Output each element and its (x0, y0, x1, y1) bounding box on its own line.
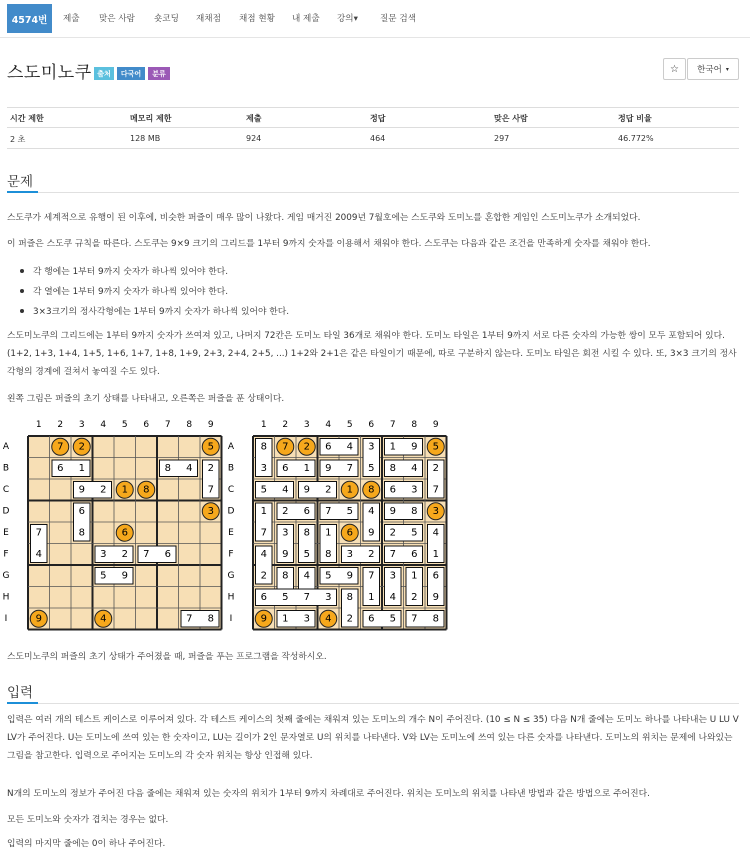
cell-digit: 6 (121, 527, 128, 539)
cell-digit: 1 (389, 441, 396, 453)
cell-digit: 6 (260, 591, 267, 603)
cell-digit: 7 (303, 591, 310, 603)
cell-digit: 9 (389, 505, 396, 517)
cell-digit: 9 (282, 548, 289, 560)
col-label: 2 (57, 420, 64, 430)
header-ratio: 정답 비율 (618, 114, 652, 123)
col-label: 6 (143, 420, 150, 430)
cell-digit: 5 (260, 484, 267, 496)
col-label: 3 (303, 420, 310, 430)
cell-digit: 2 (282, 505, 289, 517)
nav-status[interactable]: 채점 현황 (239, 14, 275, 24)
section-divider (7, 703, 739, 704)
problem-number-tab[interactable]: 4574번 (7, 4, 52, 33)
cell-digit: 9 (121, 570, 128, 582)
cell-digit: 9 (303, 484, 310, 496)
cell-digit: 3 (303, 613, 310, 625)
cell-digit: 7 (346, 462, 353, 474)
cell-digit: 4 (411, 462, 418, 474)
row-label: B (227, 463, 235, 474)
col-label: 8 (411, 420, 418, 430)
cell-digit: 4 (432, 527, 439, 539)
cell-digit: 3 (207, 505, 214, 517)
cell-digit: 7 (57, 441, 64, 453)
value-solvers: 297 (494, 134, 510, 143)
cell-digit: 7 (186, 613, 193, 625)
cell-digit: 7 (35, 527, 42, 539)
row-label: C (227, 484, 235, 495)
row-label: C (2, 484, 10, 495)
value-submissions: 924 (246, 134, 262, 143)
cell-digit: 1 (346, 484, 353, 496)
cell-digit: 8 (432, 613, 439, 625)
cell-digit: 4 (303, 570, 310, 582)
section-divider (7, 192, 739, 193)
cell-digit: 7 (282, 441, 289, 453)
language-dropdown[interactable] (687, 58, 739, 80)
badge-multilang[interactable]: 다국어 (117, 67, 145, 80)
row-label: E (3, 527, 9, 538)
cell-digit: 2 (303, 441, 310, 453)
cell-digit: 1 (121, 484, 128, 496)
cell-digit: 6 (368, 613, 375, 625)
badge-category[interactable]: 분류 (148, 67, 170, 80)
cell-digit: 7 (411, 613, 418, 625)
value-memory-limit: 128 MB (130, 134, 161, 143)
section-title-problem: 문제 (7, 174, 34, 190)
cell-digit: 3 (411, 484, 418, 496)
input-paragraph: N개의 도미노의 정보가 주어진 다음 줄에는 채워져 있는 숫자의 위치가 1부터 9까지 차례대로 주어진다. 위치는 도미노의 위치를 나타낸 방법과 같은 방법으로 주어진다. (7, 789, 650, 799)
nav-shortcoding[interactable]: 숏코딩 (154, 14, 179, 24)
input-paragraph: 모든 도미노와 숫자가 겹치는 경우는 없다. (7, 815, 169, 825)
cell-digit: 1 (368, 591, 375, 603)
cell-digit: 9 (346, 570, 353, 582)
row-label: D (227, 506, 235, 517)
col-label: 1 (35, 420, 42, 430)
row-label: I (229, 613, 233, 624)
cell-digit: 4 (346, 441, 353, 453)
cell-digit: 2 (432, 462, 439, 474)
nav-question-search[interactable]: 질문 검색 (380, 14, 416, 24)
section-title-input: 입력 (7, 685, 34, 701)
cell-digit: 8 (325, 548, 332, 560)
row-label: H (227, 592, 235, 603)
cell-digit: 3 (100, 548, 107, 560)
cell-digit: 9 (35, 613, 42, 625)
value-time-limit: 2 초 (10, 135, 26, 144)
col-label: 9 (207, 420, 214, 430)
list-item: 3×3크기의 정사각형에는 1부터 9까지 숫자가 하나씩 있어야 한다. (33, 307, 290, 317)
cell-digit: 5 (389, 613, 396, 625)
cell-digit: 9 (411, 441, 418, 453)
cell-digit: 4 (186, 462, 193, 474)
cell-digit: 1 (325, 527, 332, 539)
cell-digit: 6 (78, 505, 85, 517)
cell-digit: 7 (325, 505, 332, 517)
language-label: 한국어 (697, 65, 722, 75)
cell-digit: 3 (325, 591, 332, 603)
row-label: G (2, 570, 10, 581)
cell-digit: 7 (368, 570, 375, 582)
col-label: 5 (121, 420, 128, 430)
value-ratio: 46.772% (618, 134, 654, 143)
cell-digit: 6 (164, 548, 171, 560)
cell-digit: 6 (282, 462, 289, 474)
cell-digit: 4 (100, 613, 107, 625)
input-paragraph: 입력은 여러 개의 테스트 케이스로 이루어져 있다. 각 테스트 케이스의 첫째 줄에는 채워져 있는 도미노의 개수 N이 주어진다. (10 ≤ N ≤ 35) 다음 N개 줄에는 도미노 하나를 나타내는 U LU V LV가 주어진다. U는 도미노에 쓰여 있는 한 숫자이고, LU는 길이가 2인 문자열로 U의 위치를 나타낸다. V와 LV는 도미노에 쓰여 있는 다른 숫자를 나타낸다. 도미노의 위치는 문제에 나와있는 그림을 참고한다. 입력으로 주어지는 도미노의 각 숫자 위치는 항상 인접해 있다. (7, 715, 739, 761)
row-label: E (228, 527, 234, 538)
cell-digit: 7 (143, 548, 150, 560)
cell-digit: 1 (411, 570, 418, 582)
cell-digit: 4 (389, 591, 396, 603)
row-label: F (3, 549, 9, 560)
cell-digit: 5 (346, 505, 353, 517)
cell-digit: 2 (100, 484, 107, 496)
col-label: 3 (78, 420, 85, 430)
cell-digit: 7 (260, 527, 267, 539)
col-label: 1 (260, 420, 267, 430)
row-label: F (228, 549, 234, 560)
cell-digit: 2 (325, 484, 332, 496)
cell-digit: 3 (346, 548, 353, 560)
problem-paragraph: 스도미노쿠의 그리드에는 1부터 9까지 숫자가 쓰여져 있고, 나머지 72칸은 도미노 타일 36개로 채워야 한다. 도미노 타일은 1부터 9까지 서로 다른 숫자의 가능한 쌍이 모두 포함되어 있다. (1+2, 1+3, 1+4, 1+5, 1+6, 1+7, 1+8, 1+9, 2+3, 2+4, 2+5, ...) 1+2와 2+1은 같은 타일이기 때문에, 따로 구분하지 않는다. 도미노 타일은 회전 시킬 수 있다. 또, 3×3 크기의 정사각형의 경계에 걸쳐서 놓여질 수도 있다. (7, 331, 737, 377)
problem-paragraph: 스도쿠가 세계적으로 유행이 된 이후에, 비슷한 퍼즐이 매우 많이 나왔다. 게임 매거진 2009년 7월호에는 스도쿠와 도미노를 혼합한 게임인 스도미노쿠가 소개되었다. (7, 213, 641, 223)
cell-digit: 2 (346, 613, 353, 625)
cell-digit: 5 (100, 570, 107, 582)
cell-digit: 1 (260, 505, 267, 517)
cell-digit: 9 (432, 591, 439, 603)
cell-digit: 3 (282, 527, 289, 539)
col-label: 6 (368, 420, 375, 430)
problem-paragraph: 스도미노쿠의 퍼즐의 초기 상태가 주어졌을 때, 퍼즐을 푸는 프로그램을 작성하시오. (7, 652, 327, 662)
cell-digit: 1 (303, 462, 310, 474)
row-label: G (227, 570, 235, 581)
cell-digit: 6 (325, 441, 332, 453)
cell-digit: 7 (207, 484, 214, 496)
problem-paragraph: 이 퍼즐은 스도쿠 규칙을 따른다. 스도쿠는 9×9 크기의 그리드를 1부터 9까지 숫자를 이용해서 채워야 한다. 스도쿠는 다음과 같은 조건을 만족하게 숫자를 채워야 한다. (7, 239, 651, 249)
cell-digit: 6 (303, 505, 310, 517)
row-label: A (2, 441, 10, 452)
cell-digit: 7 (389, 548, 396, 560)
cell-digit: 8 (207, 613, 214, 625)
cell-digit: 8 (346, 591, 353, 603)
star-button[interactable] (663, 58, 686, 80)
cell-digit: 6 (57, 462, 64, 474)
cell-digit: 7 (432, 484, 439, 496)
value-accepted: 464 (370, 134, 386, 143)
col-label: 7 (164, 420, 171, 430)
row-label: A (227, 441, 235, 452)
cell-digit: 4 (282, 484, 289, 496)
cell-digit: 8 (411, 505, 418, 517)
cell-digit: 6 (411, 548, 418, 560)
cell-digit: 9 (325, 462, 332, 474)
badge-source[interactable]: 출처 (94, 67, 114, 80)
sudominoku-figure (0, 410, 460, 635)
cell-digit: 5 (303, 548, 310, 560)
list-item: 각 열에는 1부터 9까지 숫자가 하나씩 있어야 한다. (33, 287, 229, 297)
cell-digit: 2 (389, 527, 396, 539)
cell-digit: 8 (143, 484, 150, 496)
cell-digit: 2 (207, 462, 214, 474)
problem-paragraph: 왼쪽 그림은 퍼즐의 초기 상태를 나타내고, 오른쪽은 퍼즐을 푼 상태이다. (7, 394, 285, 404)
input-paragraph: 입력의 마지막 줄에는 0이 하나 주어진다. (7, 839, 166, 849)
header-accepted: 정답 (370, 114, 386, 123)
cell-digit: 8 (164, 462, 171, 474)
nav-submit[interactable]: 제출 (63, 14, 80, 24)
cell-digit: 6 (346, 527, 353, 539)
problem-header (0, 56, 750, 84)
header-memory-limit: 메모리 제한 (130, 114, 172, 123)
header-solvers: 맞은 사람 (494, 114, 528, 123)
col-label: 5 (346, 420, 353, 430)
cell-digit: 4 (368, 505, 375, 517)
cell-digit: 1 (432, 548, 439, 560)
page-title: 스도미노쿠 (7, 63, 92, 83)
cell-digit: 8 (78, 527, 85, 539)
cell-digit: 5 (325, 570, 332, 582)
cell-digit: 8 (389, 462, 396, 474)
top-navbar (0, 0, 750, 38)
cell-digit: 2 (411, 591, 418, 603)
col-label: 9 (432, 420, 439, 430)
cell-digit: 9 (368, 527, 375, 539)
cell-digit: 3 (368, 441, 375, 453)
row-label: B (2, 463, 10, 474)
cell-digit: 2 (260, 570, 267, 582)
caret-down-icon: ▾ (725, 65, 729, 73)
row-label: H (2, 592, 10, 603)
header-submissions: 제출 (246, 114, 262, 123)
cell-digit: 6 (432, 570, 439, 582)
cell-digit: 2 (78, 441, 85, 453)
cell-digit: 9 (78, 484, 85, 496)
cell-digit: 5 (207, 441, 214, 453)
row-label: I (4, 613, 8, 624)
col-label: 7 (389, 420, 396, 430)
star-icon: ☆ (670, 63, 679, 75)
cell-digit: 1 (78, 462, 85, 474)
row-label: D (2, 506, 10, 517)
cell-digit: 1 (282, 613, 289, 625)
cell-digit: 5 (432, 441, 439, 453)
cell-digit: 8 (260, 441, 267, 453)
cell-digit: 5 (411, 527, 418, 539)
nav-solvers[interactable]: 맞은 사람 (99, 14, 135, 24)
list-item: 각 행에는 1부터 9까지 숫자가 하나씩 있어야 한다. (33, 267, 229, 277)
cell-digit: 9 (260, 613, 267, 625)
col-label: 2 (282, 420, 289, 430)
cell-digit: 4 (35, 548, 42, 560)
cell-digit: 3 (260, 462, 267, 474)
cell-digit: 3 (432, 505, 439, 517)
cell-digit: 5 (368, 462, 375, 474)
cell-digit: 2 (121, 548, 128, 560)
cell-digit: 8 (282, 570, 289, 582)
col-label: 4 (325, 420, 332, 430)
cell-digit: 5 (282, 591, 289, 603)
cell-digit: 4 (260, 548, 267, 560)
col-label: 4 (100, 420, 107, 430)
nav-lectures-dropdown[interactable]: 강의▾ (337, 14, 358, 24)
cell-digit: 3 (389, 570, 396, 582)
cell-digit: 8 (368, 484, 375, 496)
nav-my-submissions[interactable]: 내 제출 (292, 14, 320, 24)
cell-digit: 4 (325, 613, 332, 625)
cell-digit: 8 (303, 527, 310, 539)
cell-digit: 6 (389, 484, 396, 496)
cell-digit: 2 (368, 548, 375, 560)
col-label: 8 (186, 420, 193, 430)
header-time-limit: 시간 제한 (10, 114, 44, 123)
nav-rejudge[interactable]: 재채점 (196, 14, 221, 24)
